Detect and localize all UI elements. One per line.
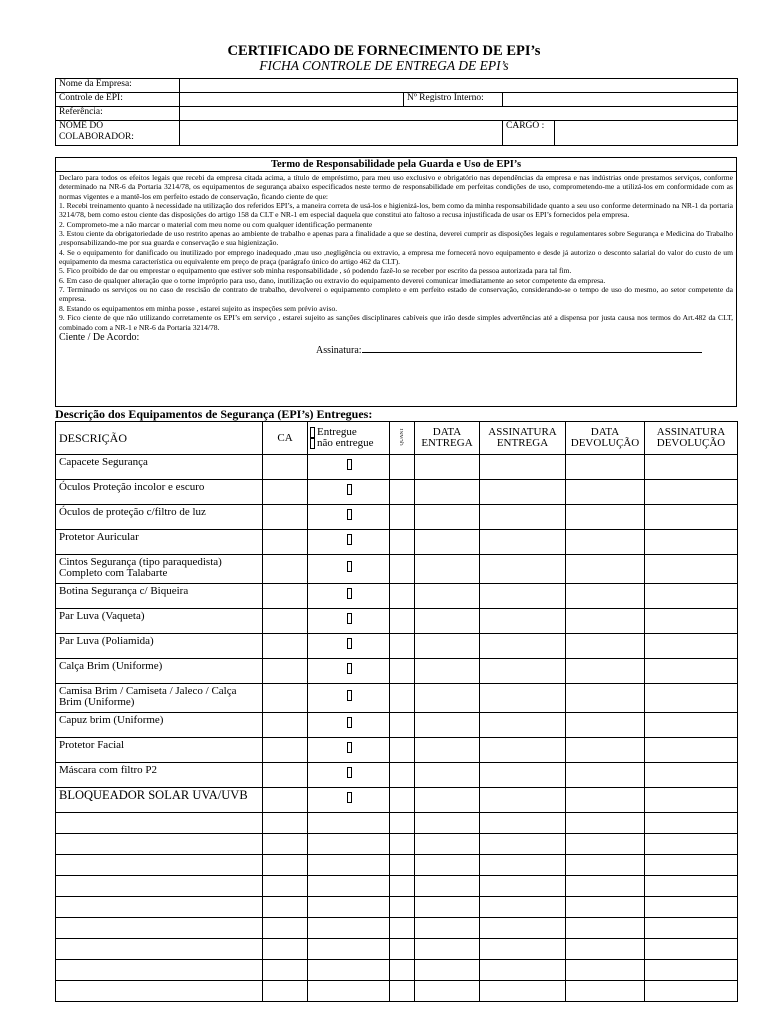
table-row xyxy=(56,505,738,530)
termo-paragraph: 7. Terminado os serviços ou no caso de rescisão de contrato de trabalho, devolverei o equipamento completo e em perfeito estado de conservação, considerando-se o tempo de uso do mesmo, ao setor competente da empresa. xyxy=(59,285,733,304)
data-entrega-cell[interactable] xyxy=(415,584,480,609)
checkbox-icon[interactable] xyxy=(347,484,352,495)
data-devolucao-cell[interactable] xyxy=(566,609,645,634)
data-entrega-cell[interactable] xyxy=(415,480,480,505)
termo-paragraph: 3. Estou ciente da obrigatoriedade de uso restrito apenas ao ambiente de trabalho e apenas para a finalidade a que se destina, deverei cumprir as disposições legais e regulamentares sobre Segurança e Medicina do Trabalho ,responsabilizando-me por sua guarda e conservação e sua higienização. xyxy=(59,229,733,248)
entregue-cell[interactable] xyxy=(308,939,390,960)
quant-cell[interactable] xyxy=(390,834,415,855)
assinatura-devolucao-cell[interactable] xyxy=(645,763,738,788)
ca-cell[interactable] xyxy=(263,505,308,530)
termo-paragraph: 2. Comprometo-me a não marcar o material com meu nome ou com qualquer identificação permanente xyxy=(59,219,373,229)
table-row xyxy=(56,713,738,738)
quant-cell[interactable] xyxy=(390,960,415,981)
data-entrega-cell[interactable] xyxy=(415,530,480,555)
quant-cell[interactable] xyxy=(390,455,415,480)
blank-row xyxy=(56,876,738,897)
blank-row xyxy=(56,897,738,918)
quant-label: QUANT xyxy=(399,427,405,446)
assinatura-entrega-cell[interactable] xyxy=(480,584,566,609)
ca-cell[interactable] xyxy=(263,530,308,555)
data-entrega-cell[interactable] xyxy=(415,939,480,960)
ca-cell[interactable] xyxy=(263,634,308,659)
assinatura-row xyxy=(56,344,736,357)
termo-body xyxy=(56,172,736,332)
data-devolucao-cell[interactable] xyxy=(566,960,645,981)
blank-row xyxy=(56,918,738,939)
item-description: Camisa Brim / Camiseta / Jaleco / Calça Brim (Uniforme) xyxy=(56,684,263,713)
data-devolucao-cell[interactable] xyxy=(566,530,645,555)
data-devolucao-cell[interactable] xyxy=(566,713,645,738)
data-entrega-cell[interactable] xyxy=(415,788,480,813)
assinatura-entrega-cell[interactable] xyxy=(480,684,566,713)
data-devolucao-cell[interactable] xyxy=(566,918,645,939)
assinatura-entrega-cell[interactable] xyxy=(480,530,566,555)
assinatura-devolucao-cell[interactable] xyxy=(645,834,738,855)
data-entrega-cell[interactable] xyxy=(415,876,480,897)
quant-cell[interactable] xyxy=(390,480,415,505)
item-description[interactable] xyxy=(56,813,263,834)
assinatura-entrega-cell[interactable] xyxy=(480,981,566,1002)
checkbox-icon[interactable] xyxy=(347,459,352,470)
entregue-cell[interactable] xyxy=(308,897,390,918)
table-row xyxy=(56,788,738,813)
blank-row xyxy=(56,981,738,1002)
assinatura-entrega-cell[interactable] xyxy=(480,480,566,505)
quant-cell[interactable] xyxy=(390,918,415,939)
item-description: Botina Segurança c/ Biqueira xyxy=(56,584,263,609)
entregue-cell[interactable] xyxy=(308,960,390,981)
assinatura-entrega-cell[interactable] xyxy=(480,555,566,584)
table-row xyxy=(56,584,738,609)
termo-paragraph: 6. Em caso de qualquer alteração que o torne impróprio para uso, dano, inutilização ou extravio do equipamento deverei comunicar imediatamente ao setor competente da empresa. xyxy=(59,275,606,285)
table-row xyxy=(56,555,738,584)
item-description: Óculos de proteção c/filtro de luz xyxy=(56,505,263,530)
checkbox-icon[interactable] xyxy=(347,663,352,674)
assinatura-devolucao-cell[interactable] xyxy=(645,738,738,763)
assinatura-entrega-cell[interactable] xyxy=(480,960,566,981)
document-subtitle: FICHA CONTROLE DE ENTREGA DE EPI’s xyxy=(259,58,509,73)
entregue-cell[interactable] xyxy=(308,505,390,530)
entregue-cell[interactable] xyxy=(308,876,390,897)
empresa-field[interactable] xyxy=(180,79,738,93)
col-assinatura-devolucao: ASSINATURA DEVOLUÇÃO xyxy=(645,422,738,455)
ca-cell[interactable] xyxy=(263,684,308,713)
assinatura-devolucao-cell[interactable] xyxy=(645,897,738,918)
checkbox-icon[interactable] xyxy=(347,561,352,572)
quant-cell[interactable] xyxy=(390,738,415,763)
data-entrega-cell[interactable] xyxy=(415,763,480,788)
data-devolucao-cell[interactable] xyxy=(566,788,645,813)
table-row xyxy=(56,530,738,555)
ca-cell[interactable] xyxy=(263,584,308,609)
data-devolucao-cell[interactable] xyxy=(566,584,645,609)
checkbox-icon[interactable] xyxy=(347,767,352,778)
item-description[interactable] xyxy=(56,876,263,897)
referencia-field[interactable] xyxy=(180,107,738,121)
data-entrega-cell[interactable] xyxy=(415,505,480,530)
entregue-cell[interactable] xyxy=(308,834,390,855)
assinatura-entrega-cell[interactable] xyxy=(480,713,566,738)
col-descricao: DESCRIÇÃO xyxy=(56,422,263,455)
assinatura-devolucao-cell[interactable] xyxy=(645,659,738,684)
assinatura-devolucao-cell[interactable] xyxy=(645,788,738,813)
entregue-cell[interactable] xyxy=(308,981,390,1002)
empresa-label: Nome da Empresa: xyxy=(56,79,180,93)
controle-label: Controle de EPI: xyxy=(56,93,180,107)
data-entrega-cell[interactable] xyxy=(415,918,480,939)
ca-cell[interactable] xyxy=(263,738,308,763)
termo-paragraph: Declaro para todos os efeitos legais que recebi da empresa citada acima, a título de empréstimo, para meu uso exclusivo e obrigatório nas dependências da empresa e nas indústrias onde prestamos serviços, conforme determinado na NR-6 da Portaria 3214/78, os equipamentos de segurança abaixo especificados neste termo de responsabilidade em perfeitas condições de uso, comprometendo-me a utilizá-los em conformidade com as normas vigentes e a mantê-los em perfeito estado de conservação, ficando ciente de que: xyxy=(59,173,733,201)
assinatura-entrega-cell[interactable] xyxy=(480,918,566,939)
data-devolucao-cell[interactable] xyxy=(566,505,645,530)
data-devolucao-cell[interactable] xyxy=(566,634,645,659)
data-entrega-cell[interactable] xyxy=(415,609,480,634)
referencia-label: Referência: xyxy=(56,107,180,121)
item-description[interactable] xyxy=(56,897,263,918)
quant-cell[interactable] xyxy=(390,684,415,713)
ca-cell[interactable] xyxy=(263,555,308,584)
col-ca: CA xyxy=(263,422,308,455)
ca-cell[interactable] xyxy=(263,788,308,813)
checkbox-icon[interactable] xyxy=(347,690,352,701)
entregue-cell[interactable] xyxy=(308,918,390,939)
quant-cell[interactable] xyxy=(390,713,415,738)
registro-label: Nº Registro Interno: xyxy=(404,93,503,107)
assinatura-devolucao-cell[interactable] xyxy=(645,855,738,876)
termo-paragraph: 5. Fico proibido de dar ou emprestar o equipamento que estiver sob minha responsabilidade , só podendo fazê-lo se receber por escrito da pessoa autorizada para tal fim. xyxy=(59,266,572,276)
data-devolucao-cell[interactable] xyxy=(566,813,645,834)
termo-paragraph: 8. Estando os equipamentos em minha posse , estarei sujeito as inspeções sem prévio aviso. xyxy=(59,303,338,313)
table-row xyxy=(56,763,738,788)
entregue-cell[interactable] xyxy=(308,738,390,763)
data-devolucao-cell[interactable] xyxy=(566,981,645,1002)
cargo-label: CARGO : xyxy=(503,121,555,146)
assinatura-devolucao-cell[interactable] xyxy=(645,939,738,960)
item-description: Par Luva (Vaqueta) xyxy=(56,609,263,634)
data-devolucao-cell[interactable] xyxy=(566,659,645,684)
entregue-cell[interactable] xyxy=(308,684,390,713)
data-devolucao-cell[interactable] xyxy=(566,897,645,918)
data-devolucao-cell[interactable] xyxy=(566,684,645,713)
item-description: Óculos Proteção incolor e escuro xyxy=(56,480,263,505)
assinatura-entrega-cell[interactable] xyxy=(480,897,566,918)
table-row xyxy=(56,480,738,505)
data-entrega-cell[interactable] xyxy=(415,634,480,659)
assinatura-devolucao-cell[interactable] xyxy=(645,876,738,897)
termo-responsabilidade xyxy=(55,157,737,407)
quant-cell[interactable] xyxy=(390,897,415,918)
quant-cell[interactable] xyxy=(390,763,415,788)
blank-row xyxy=(56,855,738,876)
data-entrega-cell[interactable] xyxy=(415,981,480,1002)
ca-cell[interactable] xyxy=(263,713,308,738)
data-devolucao-cell[interactable] xyxy=(566,480,645,505)
entregue-cell[interactable] xyxy=(308,713,390,738)
assinatura-devolucao-cell[interactable] xyxy=(645,455,738,480)
item-description[interactable] xyxy=(56,834,263,855)
blank-row xyxy=(56,939,738,960)
quant-cell[interactable] xyxy=(390,609,415,634)
assinatura-entrega-cell[interactable] xyxy=(480,609,566,634)
col-quant xyxy=(390,422,415,455)
item-description: Protetor Auricular xyxy=(56,530,263,555)
table-row xyxy=(56,609,738,634)
quant-cell[interactable] xyxy=(390,584,415,609)
data-entrega-cell[interactable] xyxy=(415,960,480,981)
ca-cell[interactable] xyxy=(263,855,308,876)
assinatura-entrega-cell[interactable] xyxy=(480,659,566,684)
quant-cell[interactable] xyxy=(390,813,415,834)
entregue-cell[interactable] xyxy=(308,659,390,684)
ca-cell[interactable] xyxy=(263,897,308,918)
checkbox-icon xyxy=(310,427,315,438)
assinatura-entrega-cell[interactable] xyxy=(480,505,566,530)
colaborador-field[interactable] xyxy=(180,121,503,146)
ca-cell[interactable] xyxy=(263,659,308,684)
blank-row xyxy=(56,960,738,981)
entregue-cell[interactable] xyxy=(308,855,390,876)
col-entregue xyxy=(308,422,390,455)
item-description: Máscara com filtro P2 xyxy=(56,763,263,788)
entregue-cell[interactable] xyxy=(308,763,390,788)
checkbox-icon[interactable] xyxy=(347,638,352,649)
ca-cell[interactable] xyxy=(263,609,308,634)
entregue-cell[interactable] xyxy=(308,813,390,834)
item-description: Capacete Segurança xyxy=(56,455,263,480)
ca-cell[interactable] xyxy=(263,876,308,897)
colaborador-label: NOME DO COLABORADOR: xyxy=(56,121,180,146)
assinatura-devolucao-cell[interactable] xyxy=(645,505,738,530)
ca-cell[interactable] xyxy=(263,763,308,788)
assinatura-entrega-cell[interactable] xyxy=(480,455,566,480)
checkbox-icon[interactable] xyxy=(347,613,352,624)
item-description[interactable] xyxy=(56,918,263,939)
epi-rows xyxy=(56,455,738,1002)
ca-cell[interactable] xyxy=(263,813,308,834)
assinatura-devolucao-cell[interactable] xyxy=(645,584,738,609)
checkbox-icon[interactable] xyxy=(347,717,352,728)
entregue-label: Entregue xyxy=(317,426,357,438)
data-devolucao-cell[interactable] xyxy=(566,855,645,876)
col-data-entrega: DATA ENTREGA xyxy=(415,422,480,455)
assinatura-entrega-cell[interactable] xyxy=(480,813,566,834)
item-description: Calça Brim (Uniforme) xyxy=(56,659,263,684)
nao-entregue-label: não entregue xyxy=(317,437,374,450)
entregue-cell[interactable] xyxy=(308,609,390,634)
data-entrega-cell[interactable] xyxy=(415,713,480,738)
table-row xyxy=(56,455,738,480)
checkbox-icon xyxy=(310,438,315,449)
assinatura-devolucao-cell[interactable] xyxy=(645,609,738,634)
col-data-devolucao: DATA DEVOLUÇÃO xyxy=(566,422,645,455)
blank-row xyxy=(56,813,738,834)
checkbox-icon[interactable] xyxy=(347,742,352,753)
blank-row xyxy=(56,834,738,855)
item-description[interactable] xyxy=(56,981,263,1002)
data-entrega-cell[interactable] xyxy=(415,897,480,918)
assinatura-line[interactable] xyxy=(362,344,702,353)
assinatura-entrega-cell[interactable] xyxy=(480,788,566,813)
assinatura-entrega-cell[interactable] xyxy=(480,634,566,659)
item-description: Protetor Facial xyxy=(56,738,263,763)
entregue-cell[interactable] xyxy=(308,530,390,555)
data-devolucao-cell[interactable] xyxy=(566,939,645,960)
quant-cell[interactable] xyxy=(390,788,415,813)
item-description[interactable] xyxy=(56,939,263,960)
checkbox-icon[interactable] xyxy=(347,509,352,520)
ca-cell[interactable] xyxy=(263,480,308,505)
data-entrega-cell[interactable] xyxy=(415,834,480,855)
quant-cell[interactable] xyxy=(390,876,415,897)
document-title: CERTIFICADO DE FORNECIMENTO DE EPI’s xyxy=(227,43,541,59)
registro-field[interactable] xyxy=(503,93,738,107)
termo-paragraph: 1. Recebi treinamento quanto à necessidade na utilização dos referidos EPI’s, a maneira correta de usá-los e higienizá-los, bem como da minha responsabilidade quanto a seu uso conforme determinado na NR-1 da portaria 3214/78, bem como estou ciente das disposições do artigo 158 da CLT e NR-1 em especial daquela que constitui ato faltoso a recusa injustificada de usar os EPI’s fornecidos pela empresa. xyxy=(59,201,733,220)
entregue-cell[interactable] xyxy=(308,480,390,505)
data-devolucao-cell[interactable] xyxy=(566,738,645,763)
data-devolucao-cell[interactable] xyxy=(566,763,645,788)
assinatura-devolucao-cell[interactable] xyxy=(645,960,738,981)
item-description[interactable] xyxy=(56,960,263,981)
data-entrega-cell[interactable] xyxy=(415,855,480,876)
data-devolucao-cell[interactable] xyxy=(566,834,645,855)
controle-field[interactable] xyxy=(180,93,404,107)
ca-cell[interactable] xyxy=(263,981,308,1002)
assinatura-devolucao-cell[interactable] xyxy=(645,713,738,738)
assinatura-devolucao-cell[interactable] xyxy=(645,918,738,939)
termo-paragraph: 4. Se o equipamento for danificado ou inutilizado por emprego inadequado ,mau uso ,negligência ou extravio, a empresa me fornecerá novo equipamento e desde já autorizo o desconto salarial do valor do custo de um equipamento da mesma característica ou equivalente em preço de praça (parágrafo único do artigo 462 da CLT). xyxy=(59,247,733,267)
assinatura-entrega-cell[interactable] xyxy=(480,855,566,876)
termo-title: Termo de Responsabilidade pela Guarda e Uso de EPI’s xyxy=(56,158,736,172)
data-entrega-cell[interactable] xyxy=(415,555,480,584)
assinatura-devolucao-cell[interactable] xyxy=(645,981,738,1002)
item-description[interactable] xyxy=(56,855,263,876)
quant-cell[interactable] xyxy=(390,505,415,530)
assinatura-label: Assinatura: xyxy=(316,344,362,356)
ciente-label: Ciente / De Acordo: xyxy=(59,331,140,343)
table-row xyxy=(56,659,738,684)
ca-cell[interactable] xyxy=(263,960,308,981)
quant-cell[interactable] xyxy=(390,555,415,584)
assinatura-devolucao-cell[interactable] xyxy=(645,634,738,659)
item-description: Cintos Segurança (tipo paraquedista) Completo com Talabarte xyxy=(56,555,263,584)
cargo-field[interactable] xyxy=(555,121,738,146)
data-devolucao-cell[interactable] xyxy=(566,555,645,584)
ca-cell[interactable] xyxy=(263,834,308,855)
item-description: Par Luva (Poliamida) xyxy=(56,634,263,659)
checkbox-icon[interactable] xyxy=(347,534,352,545)
header-table xyxy=(55,78,738,146)
table-row xyxy=(56,684,738,713)
data-devolucao-cell[interactable] xyxy=(566,876,645,897)
data-entrega-cell[interactable] xyxy=(415,738,480,763)
assinatura-entrega-cell[interactable] xyxy=(480,834,566,855)
table-row xyxy=(56,634,738,659)
checkbox-icon[interactable] xyxy=(347,588,352,599)
data-devolucao-cell[interactable] xyxy=(566,455,645,480)
data-entrega-cell[interactable] xyxy=(415,684,480,713)
quant-cell[interactable] xyxy=(390,981,415,1002)
assinatura-devolucao-cell[interactable] xyxy=(645,813,738,834)
entregue-cell[interactable] xyxy=(308,788,390,813)
quant-cell[interactable] xyxy=(390,855,415,876)
data-entrega-cell[interactable] xyxy=(415,455,480,480)
entregue-cell[interactable] xyxy=(308,634,390,659)
item-description: Capuz brim (Uniforme) xyxy=(56,713,263,738)
section-title: Descrição dos Equipamentos de Segurança (EPI’s) Entregues: xyxy=(55,407,373,421)
data-entrega-cell[interactable] xyxy=(415,659,480,684)
col-assinatura-entrega: ASSINATURA ENTREGA xyxy=(480,422,566,455)
quant-cell[interactable] xyxy=(390,939,415,960)
assinatura-devolucao-cell[interactable] xyxy=(645,684,738,713)
quant-cell[interactable] xyxy=(390,659,415,684)
ca-cell[interactable] xyxy=(263,918,308,939)
quant-cell[interactable] xyxy=(390,530,415,555)
epi-table xyxy=(55,421,738,1002)
termo-paragraph: 9. Fico ciente de que não utilizando corretamente os EPI’s em serviço , estarei sujeito as sanções disciplinares cabíveis que irão desde simples advertências até a dispensa por justa causa nos termos do Art.482 da CLT, combinado com a NR-1 e NR-6 da Portaria 3214/78. xyxy=(59,313,733,332)
data-entrega-cell[interactable] xyxy=(415,813,480,834)
item-description: BLOQUEADOR SOLAR UVA/UVB xyxy=(56,788,263,813)
table-row xyxy=(56,738,738,763)
assinatura-devolucao-cell[interactable] xyxy=(645,480,738,505)
assinatura-devolucao-cell[interactable] xyxy=(645,555,738,584)
entregue-cell[interactable] xyxy=(308,455,390,480)
ca-cell[interactable] xyxy=(263,455,308,480)
assinatura-devolucao-cell[interactable] xyxy=(645,530,738,555)
assinatura-entrega-cell[interactable] xyxy=(480,763,566,788)
checkbox-icon[interactable] xyxy=(347,792,352,803)
assinatura-entrega-cell[interactable] xyxy=(480,876,566,897)
entregue-cell[interactable] xyxy=(308,555,390,584)
quant-cell[interactable] xyxy=(390,634,415,659)
assinatura-entrega-cell[interactable] xyxy=(480,738,566,763)
ca-cell[interactable] xyxy=(263,939,308,960)
assinatura-entrega-cell[interactable] xyxy=(480,939,566,960)
entregue-cell[interactable] xyxy=(308,584,390,609)
